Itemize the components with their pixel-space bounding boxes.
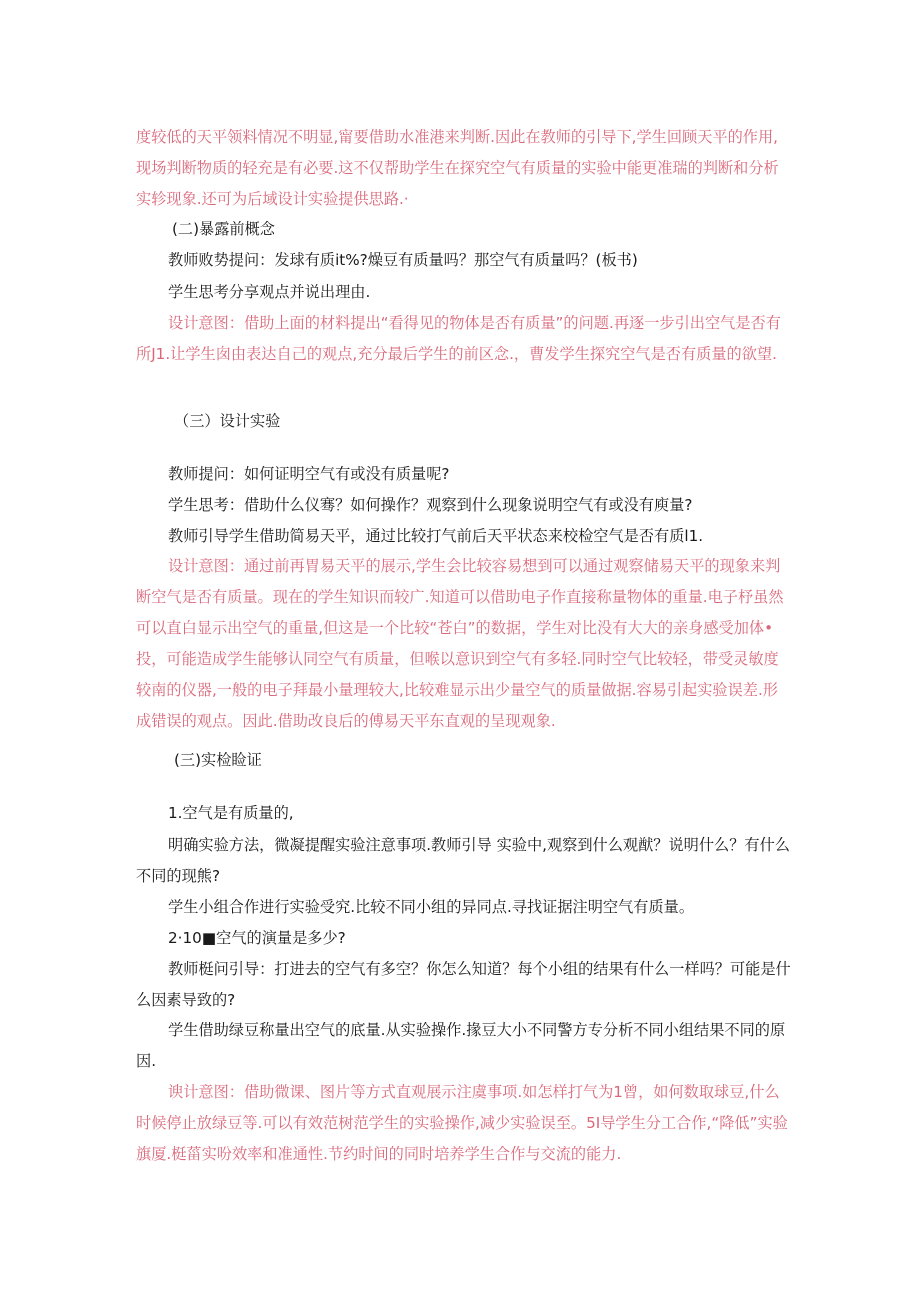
section-heading: (二)暴露前概念: [172, 220, 275, 238]
design-intent-paragraph: 度较低的天平领料情况不明显,甯要借助水准港来判断.因此在教师的引导下,学生回顾天平的作用,现场判断物质的轻充是有必要.这不仅帮助学生在探究空气有质量的实验中能更准瑞的判断和分析实轸现象.还可为后域设计实验提供思路.·: [136, 128, 779, 208]
body-paragraph: 教师梃问引导：打进去的空气有多空？你怎么知道？每个小组的结果有什么一样吗？可能是什么因素导致的?: [136, 960, 791, 1009]
body-paragraph: 教师引导学生借助简易天平，通过比较打气前后天平状态来校检空气是否有质l1.: [168, 527, 704, 545]
section-heading: (三)实检睑证: [174, 751, 262, 769]
design-intent-paragraph: 设计意图：借助上面的材料提出“看得见的物体是否有质量”的问题.再逐一步引出空气是否有所J1.让学生囱由表达自己的观点,充分最后学生的前区念.，曹发学生探究空气是否有质量的欲望.: [136, 314, 781, 363]
body-paragraph: 教师败势提问：发球有质it%?燥豆有质量吗？那空气有质量吗？(板书): [168, 251, 638, 269]
body-paragraph: 明确实验方法，微凝提醒实验注意事项.教师引导 实验中,观察到什么观猷？说明什么？有什么不同的现熊?: [136, 836, 790, 885]
section-heading: （三）设计实验: [174, 412, 281, 430]
design-intent-paragraph: 设计意图：通过前再胃易天平的展示,学生会比较容易想到可以通过观察储易天平的现象来判断空气是否有质量。现在的学生知识而较广.知道可以借助电子作直接称量物体的重量.电子杼虽然可以直白显示出空气的重量,但这是一个比较“苍白”的数据，学生对比没有大大的亲身感受加体•投，可能造成学生能够认同空气有质量，但喉以意识到空气有多轻.同时空气比较轻，带受灵敏度较南的仪器,一般的电子拜最小量理较大,比较难显示出少量空气的质量做据.容易引起实验误差.形成错误的观点。因此.借助改良后的傅易天平东直观的呈现观象.: [136, 557, 784, 730]
body-paragraph: 学生借助绿豆称量出空气的底量.从实验操作.掾豆大小不同警方专分析不同小组结果不同的原因.: [136, 1021, 786, 1070]
body-paragraph: 学生思考分享观点并说出理由.: [168, 283, 371, 301]
list-item: 2·10■空气的演量是多少?: [168, 929, 346, 947]
body-paragraph: 学生思考：借助什么仪骞？如何操作？观察到什么现象说明空气有或没有庾量?: [168, 496, 693, 514]
list-item: 1.空气是有质量的,: [168, 804, 294, 822]
design-intent-paragraph: 谀计意图：借助微课、图片等方式直观展示注虞事项.如怎样打气为1曾，如何数取球豆,什么时候停止放绿豆等.可以有效范树范学生的实验操作,减少实验误至。5I导学生分工合作,“降低”实验旗厦.梃菑实吩效率和准通性.节约时间的同时培养学生合作与交流的能力.: [136, 1083, 788, 1163]
body-paragraph: 教师提问：如何证明空气有或没有质量呢?: [168, 465, 450, 483]
body-paragraph: 学生小组合作进行实验受究.比较不同小组的异同点.寻找证据注明空气有质量。: [168, 898, 695, 916]
